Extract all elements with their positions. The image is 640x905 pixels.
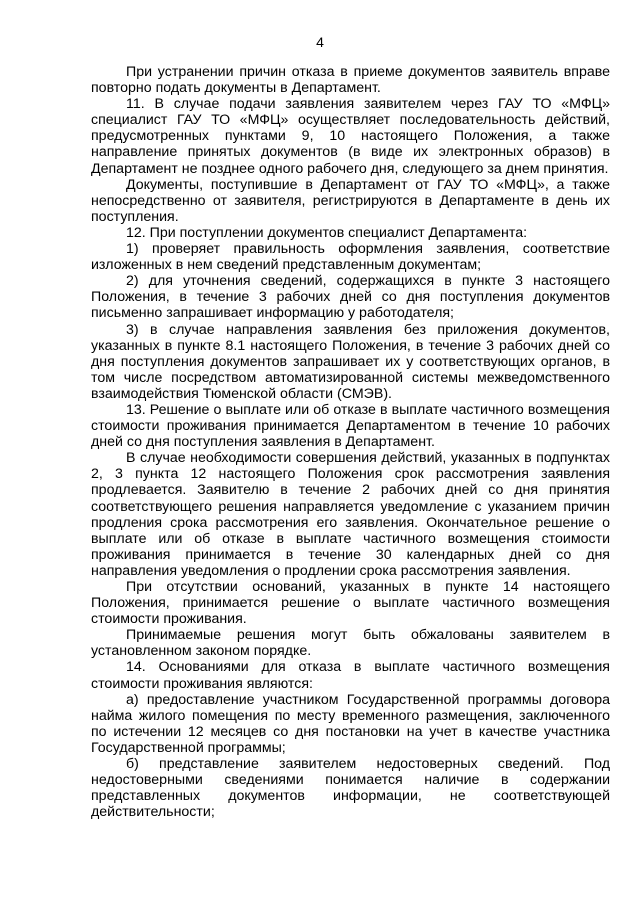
paragraph-clause-12: 12. При поступлении документов специалист Департамента:	[126, 224, 528, 241]
paragraph-clause-13: 13. Решение о выплате или об отказе в выплате частичного возмещения стоимости проживания принимается Департаментом в течение 10 рабочих дней со дня поступления заявления в Департамент.	[91, 401, 610, 451]
paragraph-appeal: Принимаемые решения могут быть обжалованы заявителем в установленном законом порядке.	[91, 627, 610, 660]
paragraph-clause-11: 11. В случае подачи заявления заявителем через ГАУ ТО «МФЦ» специалист ГАУ ТО «МФЦ» осуществляет последовательность действий, предусмотренных пунктами 9, 10 настоящего Положения, а также направление принятых документов (в виде их электронных образов) в Департамент не позднее одного рабочего дня, следующего за днем принятия.	[91, 96, 610, 177]
paragraph-registration: Документы, поступившие в Департамент от ГАУ ТО «МФЦ», а также непосредственно от заявителя, регистрируются в Департаменте в день их поступления.	[91, 176, 610, 225]
paragraph-clause-14: 14. Основаниями для отказа в выплате частичного возмещения стоимости проживания являются:	[91, 659, 610, 692]
paragraph-clause-12-item-1: 1) проверяет правильность оформления заявления, соответствие изложенных в нем сведений представленным документам;	[91, 241, 610, 274]
paragraph-resubmission: При устранении причин отказа в приеме документов заявитель вправе повторно подать документы в Департамент.	[91, 64, 610, 97]
page-number: 4	[316, 34, 324, 50]
paragraph-clause-14-item-a: а) предоставление участником Государственной программы договора найма жилого помещения по месту временного размещения, заключенного по истечении 12 месяцев со дня постановки на учет в качестве участника Государственной программы;	[91, 691, 610, 756]
document-body	[91, 64, 610, 820]
paragraph-clause-14-item-b: б) представление заявителем недостоверных сведений. Под недостоверными сведениями понимается наличие в содержании представленных документов информации, не соответствующей действительности;	[91, 756, 610, 821]
paragraph-clause-12-item-2: 2) для уточнения сведений, содержащихся в пункте 3 настоящего Положения, в течение 3 рабочих дней со дня поступления документов письменно запрашивает информацию у работодателя;	[91, 273, 610, 322]
paragraph-clause-12-item-3: 3) в случае направления заявления без приложения документов, указанных в пункте 8.1 настоящего Положения, в течение 3 рабочих дней со дня поступления документов запрашивает их у соответствующих органов, в том числе посредством автоматизированной системы межведомственного взаимодействия Тюменской области (СМЭВ).	[91, 321, 610, 402]
paragraph-approval: При отсутствии оснований, указанных в пункте 14 настоящего Положения, принимается решение о выплате частичного возмещения стоимости проживания.	[91, 579, 610, 628]
paragraph-extension: В случае необходимости совершения действий, указанных в подпунктах 2, 3 пункта 12 настоящего Положения срок рассмотрения заявления продлевается. Заявителю в течение 2 рабочих дней со дня принятия соответствующего решения направляется уведомление с указанием причин продления срока рассмотрения его заявления. Окончательное решение о выплате или об отказе в выплате частичного возмещения стоимости проживания принимается в течение 30 календарных дней со дня направления уведомления о продлении срока рассмотрения заявления.	[91, 450, 610, 579]
